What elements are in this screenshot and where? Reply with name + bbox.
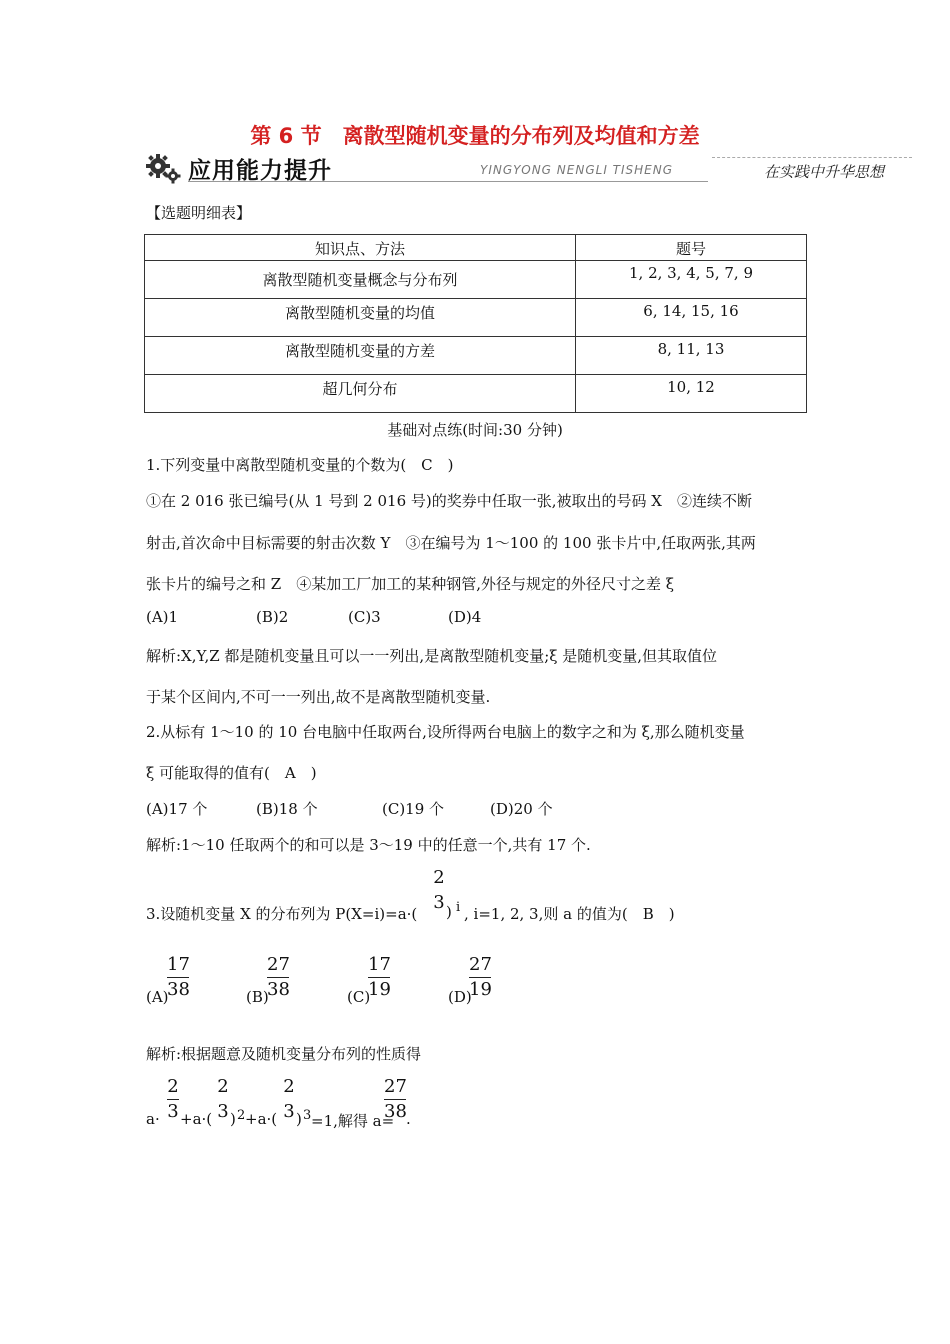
q1-option: (B)2 — [256, 608, 289, 626]
fraction-denominator: 38 — [384, 1101, 407, 1122]
fraction-numerator: 2 — [217, 1076, 229, 1097]
fraction-numerator: 2 — [433, 867, 445, 888]
eq-fraction — [217, 1077, 229, 1122]
table-header-cell: 知识点、方法 — [145, 235, 576, 261]
fraction-denominator: 19 — [469, 979, 492, 1000]
banner-divider-dashed — [712, 157, 912, 158]
fraction-numerator: 27 — [469, 954, 492, 975]
q1-stem: 1.下列变量中离散型随机变量的个数为( C ) — [146, 456, 454, 474]
page-title: 第 6 节 离散型随机变量的分布列及均值和方差 — [250, 124, 700, 148]
q1-line: 张卡片的编号之和 Z ④某加工厂加工的某种钢管,外径与规定的外径尺寸之差 ξ — [146, 575, 674, 593]
q3-stem-exponent: i — [456, 900, 461, 915]
table-row — [145, 375, 807, 413]
q3-solution: 解析:根据题意及随机变量分布列的性质得 — [146, 1045, 422, 1063]
banner-pinyin: YINGYONG NENGLI TISHENG — [480, 163, 674, 177]
fraction-numerator: 2 — [167, 1076, 179, 1097]
table-cell: 离散型随机变量概念与分布列 — [145, 261, 576, 299]
eq-part: . — [406, 1110, 411, 1128]
q3-option-label: (A) — [146, 988, 169, 1006]
table-row — [145, 337, 807, 375]
table-header-cell: 题号 — [576, 235, 807, 261]
table-cell: 6, 14, 15, 16 — [576, 299, 807, 337]
table-row — [145, 299, 807, 337]
banner-title: 应用能力提升 — [188, 158, 332, 184]
q3-option-fraction — [167, 955, 189, 1000]
table-cell: 1, 2, 3, 4, 5, 7, 9 — [576, 261, 807, 299]
table-cell: 超几何分布 — [145, 375, 576, 413]
table-cell: 8, 11, 13 — [576, 337, 807, 375]
fraction-denominator: 38 — [267, 979, 290, 1000]
q1-solution: 解析:X,Y,Z 都是随机变量且可以一一列出,是离散型随机变量;ξ 是随机变量,但其取值位 — [146, 647, 718, 665]
fraction-denominator: 3 — [217, 1101, 229, 1122]
q2-stem: ξ 可能取得的值有( A ) — [146, 764, 317, 782]
section-label: 基础对点练(时间:30 分钟) — [387, 421, 563, 439]
q3-stem-tail: , i=1, 2, 3,则 a 的值为( B ) — [464, 905, 675, 923]
q2-solution: 解析:1～10 任取两个的和可以是 3～19 中的任意一个,共有 17 个. — [146, 836, 591, 854]
eq-exponent: 3 — [303, 1108, 312, 1123]
table-header-row — [145, 235, 807, 261]
eq-part: ) — [230, 1110, 236, 1128]
fraction-numerator: 27 — [267, 954, 290, 975]
q2-option: (D)20 个 — [490, 800, 553, 818]
q3-stem-pre: 3.设随机变量 X 的分布列为 P(X=i)=a·( — [146, 905, 418, 923]
q1-option: (C)3 — [348, 608, 381, 626]
fraction-denominator: 3 — [167, 1101, 179, 1122]
q3-option-label: (C) — [347, 988, 371, 1006]
table-caption: 【选题明细表】 — [146, 204, 252, 222]
q3-option-fraction — [469, 955, 491, 1000]
q3-option-label: (D) — [448, 988, 472, 1006]
q3-option-fraction — [267, 955, 289, 1000]
eq-fraction — [167, 1077, 179, 1122]
q2-stem: 2.从标有 1～10 的 10 台电脑中任取两台,设所得两台电脑上的数字之和为 ξ,那么随机变量 — [146, 723, 745, 741]
table-cell: 离散型随机变量的均值 — [145, 299, 576, 337]
q1-option: (A)1 — [146, 608, 179, 626]
q1-line: ①在 2 016 张已编号(从 1 号到 2 016 号)的奖券中任取一张,被取出的号码 X ②连续不断 — [146, 492, 752, 510]
q3-stem-paren: ) — [446, 903, 452, 921]
q1-line: 射击,首次命中目标需要的射击次数 Y ③在编号为 1～100 的 100 张卡片中,任取两张,其两 — [146, 534, 756, 552]
topic-table — [144, 234, 807, 413]
eq-part: +a·( — [180, 1110, 213, 1128]
fraction-numerator: 27 — [384, 1076, 407, 1097]
fraction-denominator: 19 — [368, 979, 391, 1000]
q3-stem-fraction — [432, 868, 446, 913]
q3-option-fraction — [368, 955, 390, 1000]
q2-option: (C)19 个 — [382, 800, 445, 818]
eq-fraction — [384, 1077, 406, 1122]
eq-exponent: 2 — [237, 1108, 246, 1123]
eq-part: +a·( — [245, 1110, 278, 1128]
eq-part: a· — [146, 1110, 160, 1128]
banner-slogan: 在实践中升华思想 — [764, 163, 885, 181]
q1-option: (D)4 — [448, 608, 482, 626]
banner-divider — [188, 181, 708, 182]
eq-fraction — [283, 1077, 295, 1122]
q2-option: (A)17 个 — [146, 800, 208, 818]
section-banner — [146, 152, 906, 186]
fraction-denominator: 38 — [167, 979, 190, 1000]
gear-icon — [146, 152, 182, 186]
q1-solution: 于某个区间内,不可一一列出,故不是离散型随机变量. — [146, 688, 491, 706]
table-cell: 10, 12 — [576, 375, 807, 413]
q2-option: (B)18 个 — [256, 800, 318, 818]
fraction-numerator: 17 — [167, 954, 190, 975]
eq-part: =1,解得 a= — [311, 1112, 395, 1130]
table-row — [145, 261, 807, 299]
table-cell: 离散型随机变量的方差 — [145, 337, 576, 375]
fraction-denominator: 3 — [283, 1101, 295, 1122]
fraction-numerator: 17 — [368, 954, 391, 975]
fraction-numerator: 2 — [283, 1076, 295, 1097]
eq-part: ) — [296, 1110, 302, 1128]
fraction-denominator: 3 — [433, 892, 445, 913]
q3-option-label: (B) — [246, 988, 269, 1006]
